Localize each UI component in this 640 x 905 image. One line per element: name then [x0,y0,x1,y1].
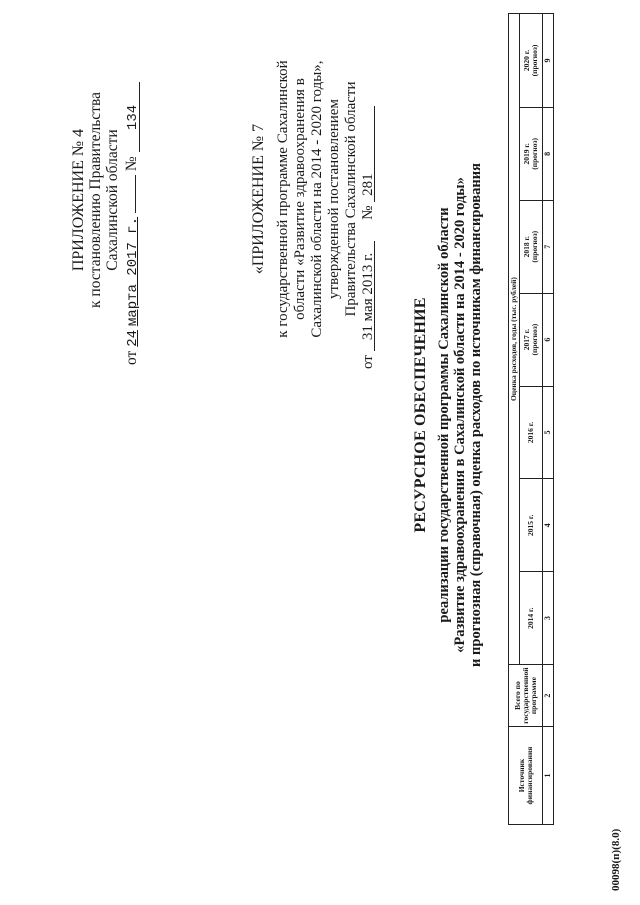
year-label: 2020 г. [522,49,531,72]
appendix-7-title: «ПРИЛОЖЕНИЕ № 7 [250,123,267,275]
appendix-7-line4: утвержденной постановлением [326,99,342,299]
appendix-4-number-label: № [123,156,140,172]
header-year-forecast [520,107,543,200]
header-total: Всего по государственной программе [509,665,543,727]
appendix-7-number: 281 [360,106,375,202]
forecast-label: (прогноз) [530,138,539,170]
appendix-7-block [250,29,377,369]
appendix-4-block [70,35,142,365]
header-year: 2015 г. [520,479,543,572]
forecast-label: (прогноз) [530,323,539,356]
heading-line1: реализации государственной программы Сахалинской области [436,207,452,623]
document-heading [412,55,484,775]
heading-line2: «Развитие здравоохранения в Сахалинской области на 2014 - 2020 годы» [452,177,468,653]
appendix-4-line2: Сахалинской области [104,129,121,271]
appendix-4-date-prefix: от [123,350,140,365]
appendix-7-line2: области «Развитие здравоохранения в [292,78,308,320]
resource-table [508,13,554,825]
column-number: 7 [543,200,554,293]
header-year-forecast [520,200,543,293]
appendix-4-blank [121,175,136,213]
heading-line3: и прогнозная (справочная) оценка расходов по источникам финансирования [468,163,484,667]
forecast-label: (прогноз) [530,230,539,263]
appendix-4-dateline [121,35,142,365]
column-number: 9 [543,14,554,108]
header-estimate: Оценка расходов, годы (тыс. рублей) [509,14,520,665]
appendix-4-date-month: марта 2017 г. [125,216,141,327]
header-year-forecast [520,14,543,108]
heading-title: РЕСУРСНОЕ ОБЕСПЕЧЕНИЕ [412,297,429,533]
appendix-7-line5: Правительства Сахалинской области [343,81,359,317]
appendix-7-date: 31 мая 2013 г. [360,241,375,351]
column-number: 6 [543,293,554,386]
appendix-4-date-day: 24 [125,329,141,347]
document-code: 00098(п)(8.0) [610,828,622,891]
appendix-4-number: 134 [125,82,140,152]
appendix-4-title: ПРИЛОЖЕНИЕ № 4 [70,128,87,272]
appendix-7-date-prefix: от [360,355,376,369]
column-number: 5 [543,386,554,479]
appendix-4-line1: к постановлению Правительства [87,92,104,308]
column-number: 3 [543,572,554,665]
year-label: 2017 г. [522,328,531,351]
column-number: 2 [543,665,554,727]
table-header-row-1 [509,14,520,825]
year-label: 2018 г. [522,236,531,258]
forecast-label: (прогноз) [530,44,539,77]
table-number-row [543,14,554,825]
header-year: 2014 г. [520,572,543,665]
column-number: 8 [543,107,554,200]
appendix-7-dateline [360,29,377,369]
header-year-forecast [520,293,543,386]
appendix-7-line3: Сахалинской области на 2014 - 2020 годы», [309,60,325,338]
header-source: Источник финансирования [509,727,543,825]
column-number: 4 [543,479,554,572]
appendix-7-line1: к государственной программе Сахалинской [275,60,291,338]
appendix-7-number-label: № [360,205,376,220]
header-year: 2016 г. [520,386,543,479]
year-label: 2019 г. [522,143,531,165]
column-number: 1 [543,727,554,825]
